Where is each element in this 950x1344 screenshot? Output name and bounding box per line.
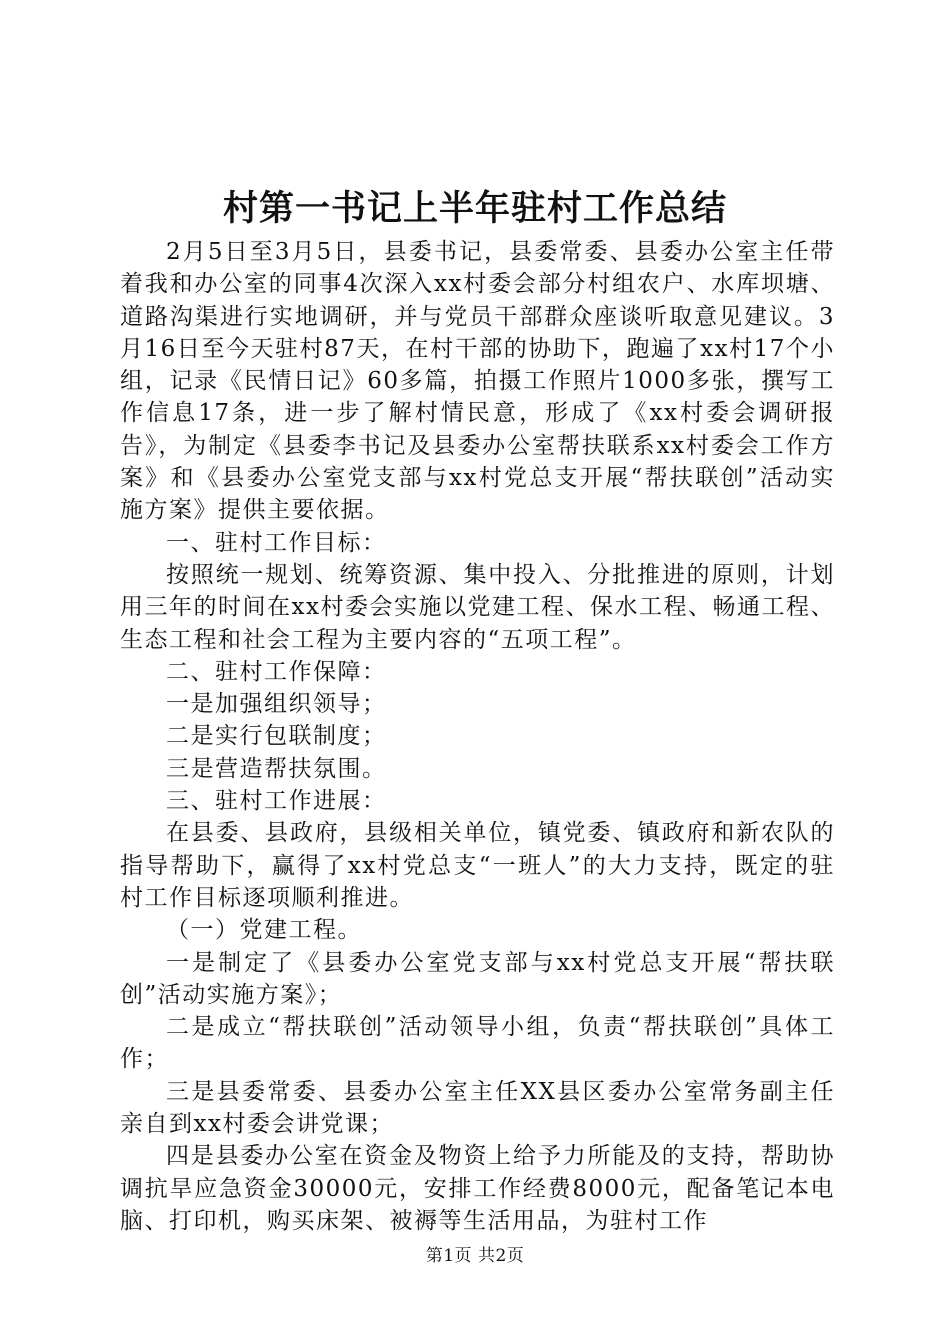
paragraph: 2月5日至3月5日，县委书记，县委常委、县委办公室主任带着我和办公室的同事4次深入xx村委会部分村组农户、水库坝塘、道路沟渠进行实地调研，并与党员干部群众座谈听取意见建议。3月16日至今天驻村87天，在村干部的协助下，跑遍了xx村17个小组，记录《民情日记》60多篇，拍摄工作照片1000多张，撰写工作信息17条，进一步了解村情民意，形成了《xx村委会调研报告》，为制定《县委李书记及县委办公室帮扶联系xx村委会工作方案》和《县委办公室党支部与xx村党总支开展“帮扶联创”活动实施方案》提供主要依据。 (120, 239, 835, 524)
list-item: 三是县委常委、县委办公室主任XX县区委办公室常务副主任亲自到xx村委会讲党课； (120, 1078, 835, 1138)
paragraph: 按照统一规划、统筹资源、集中投入、分批推进的原则，计划用三年的时间在xx村委会实施以党建工程、保水工程、畅通工程、生态工程和社会工程为主要内容的“五项工程”。 (120, 561, 835, 653)
list-item: 二是成立“帮扶联创”活动领导小组，负责“帮扶联创”具体工作； (120, 1014, 835, 1073)
paragraph: 在县委、县政府，县级相关单位，镇党委、镇政府和新农队的指导帮助下，赢得了xx村党总支“一班人”的大力支持，既定的驻村工作目标逐项顺利推进。 (120, 820, 835, 911)
section-heading: 三、驻村工作进展： (166, 788, 387, 815)
page-number-footer: 第1页 共2页 (425, 1246, 525, 1266)
subsection-heading: （一）党建工程。 (166, 917, 362, 944)
list-item: 三是营造帮扶氛围。 (166, 755, 387, 782)
document-body (120, 236, 835, 1237)
section-heading: 二、驻村工作保障： (166, 658, 387, 685)
list-item: 四是县委办公室在资金及物资上给予力所能及的支持，帮助协调抗旱应急资金30000元，安排工作经费8000元，配备笔记本电脑、打印机，购买床架、被褥等生活用品，为驻村工作 (120, 1143, 835, 1234)
list-item: 一是加强组织领导； (166, 691, 387, 718)
document-title: 村第一书记上半年驻村工作总结 (222, 189, 727, 229)
section-heading: 一、驻村工作目标： (166, 529, 387, 556)
list-item: 一是制定了《县委办公室党支部与xx村党总支开展“帮扶联创”活动实施方案》； (120, 949, 835, 1008)
list-item: 二是实行包联制度； (166, 723, 387, 750)
